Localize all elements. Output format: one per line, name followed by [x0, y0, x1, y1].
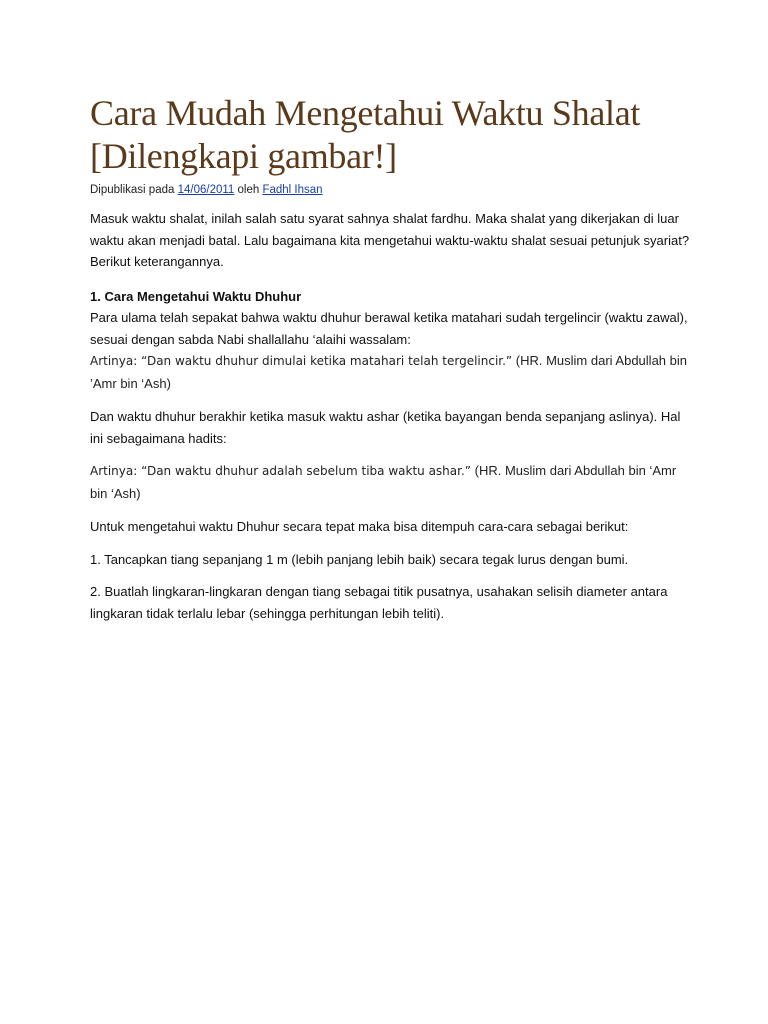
section-heading: 1. Cara Mengetahui Waktu Dhuhur — [90, 288, 302, 304]
meta-by: oleh — [237, 184, 260, 196]
quote-1-citation: (HR. Muslim dari Abdullah bin ’Amr bin ‘Ash) — [90, 353, 687, 391]
section-paragraph-2: Dan waktu dhuhur berakhir ketika masuk waktu ashar (ketika bayangan benda sepanjang aslinya). Hal ini sebagaimana hadits: — [90, 409, 681, 446]
quote-2-text: Artinya: “Dan waktu dhuhur adalah sebelum tiba waktu ashar.” — [90, 464, 471, 478]
step-1: 1. Tancapkan tiang sepanjang 1 m (lebih panjang lebih baik) secara tegak lurus dengan bumi. — [90, 551, 629, 567]
section-paragraph-3: Untuk mengetahui waktu Dhuhur secara tepat maka bisa ditempuh cara-cara sebagai berikut: — [90, 519, 629, 534]
meta-author-link[interactable]: Fadhl Ihsan — [262, 184, 323, 196]
article — [90, 92, 690, 624]
article-title: Cara Mudah Mengetahui Waktu Shalat [Dilengkapi gambar!] — [90, 93, 641, 176]
quote-2-citation: (HR. Muslim dari Abdullah bin ‘Amr bin ‘Ash) — [90, 463, 677, 501]
section-paragraph-1: Para ulama telah sepakat bahwa waktu dhuhur berawal ketika matahari sudah tergelincir (waktu zawal), sesuai dengan sabda Nabi shallallahu ‘alaihi wassalam: — [90, 310, 688, 347]
meta-prefix: Dipublikasi pada — [90, 184, 175, 196]
hadith-quote-1 — [90, 350, 690, 395]
quote-1-text: Artinya: “Dan waktu dhuhur dimulai ketika matahari telah tergelincir.” — [90, 354, 513, 368]
meta-date-link[interactable]: 14/06/2011 — [177, 184, 235, 196]
hadith-quote-2 — [90, 460, 690, 505]
step-2: 2. Buatlah lingkaran-lingkaran dengan tiang sebagai titik pusatnya, usahakan selisih diameter antara lingkaran tidak terlalu lebar (sehingga perhitungan lebih teliti). — [90, 584, 668, 621]
article-meta — [90, 184, 690, 196]
intro-paragraph: Masuk waktu shalat, inilah salah satu syarat sahnya shalat fardhu. Maka shalat yang dikerjakan di luar waktu akan menjadi batal. Lalu bagaimana kita mengetahui waktu-waktu shalat sesuai petunjuk syariat? Berikut keterangannya. — [90, 211, 690, 269]
